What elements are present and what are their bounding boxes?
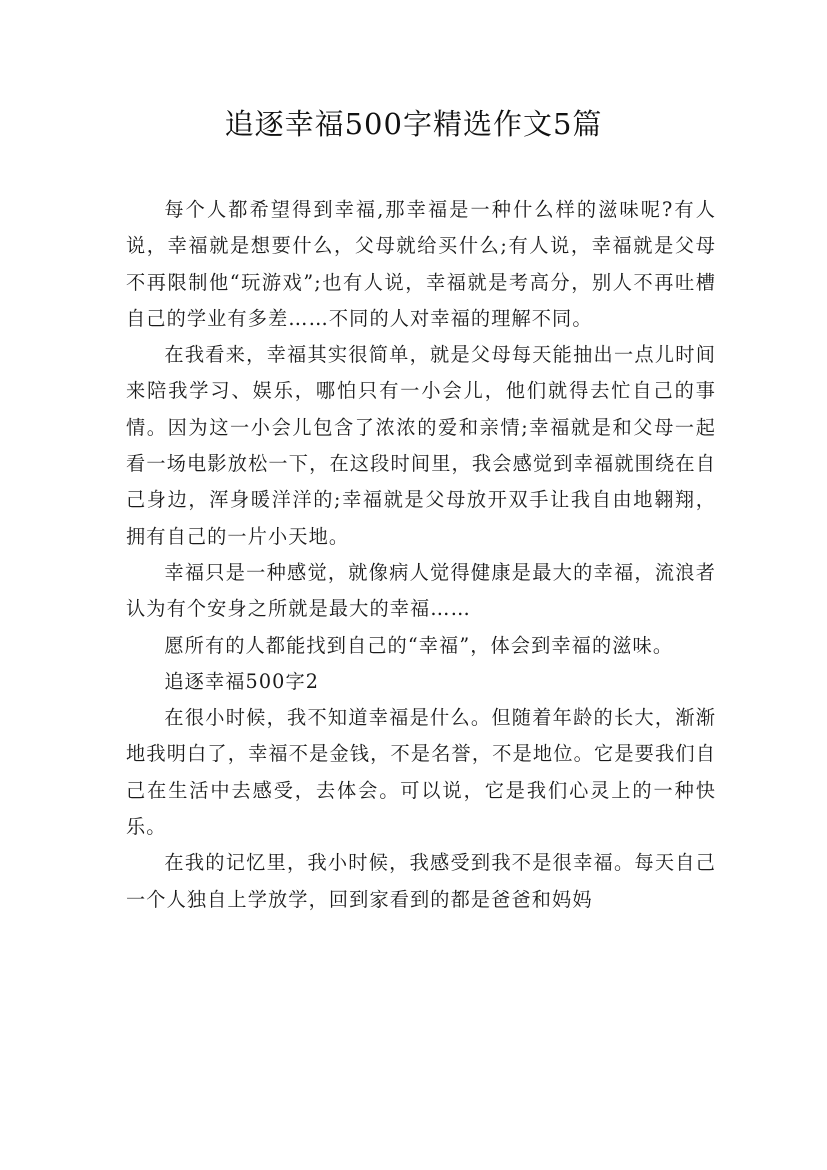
document-title: 追逐幸福500字精选作文5篇 [224, 107, 603, 141]
paragraph: 在我看来，幸福其实很简单，就是父母每天能抽出一点儿时间来陪我学习、娱乐，哪怕只有一小会儿，他们就得去忙自己的事情。因为这一小会儿包含了浓浓的爱和亲情;幸福就是和父母一起看一场电影放松一下，在这段时间里，我会感觉到幸福就围绕在自己身边，浑身暖洋洋的;幸福就是父母放开双手让我自由地翱翔，拥有自己的一片小天地。 [126, 343, 716, 548]
paragraph: 愿所有的人都能找到自己的“幸福”，体会到幸福的滋味。 [164, 633, 674, 657]
section-heading: 追逐幸福500字2 [164, 669, 320, 693]
paragraph: 幸福只是一种感觉，就像病人觉得健康是最大的幸福，流浪者认为有个安身之所就是最大的幸福…… [126, 560, 716, 621]
paragraph: 每个人都希望得到幸福,那幸福是一种什么样的滋味呢?有人说，幸福就是想要什么，父母就给买什么;有人说，幸福就是父母不再限制他“玩游戏”;也有人说，幸福就是考高分，别人不再吐槽自己的学业有多差……不同的人对幸福的理解不同。 [126, 198, 716, 330]
document-body [126, 192, 716, 918]
paragraph: 在很小时候，我不知道幸福是什么。但随着年龄的长大，渐渐地我明白了，幸福不是金钱，不是名誉，不是地位。它是要我们自己在生活中去感受，去体会。可以说，它是我们心灵上的一种快乐。 [126, 706, 716, 839]
paragraph: 在我的记忆里，我小时候，我感受到我不是很幸福。每天自己一个人独自上学放学，回到家看到的都是爸爸和妈妈 [126, 851, 716, 911]
